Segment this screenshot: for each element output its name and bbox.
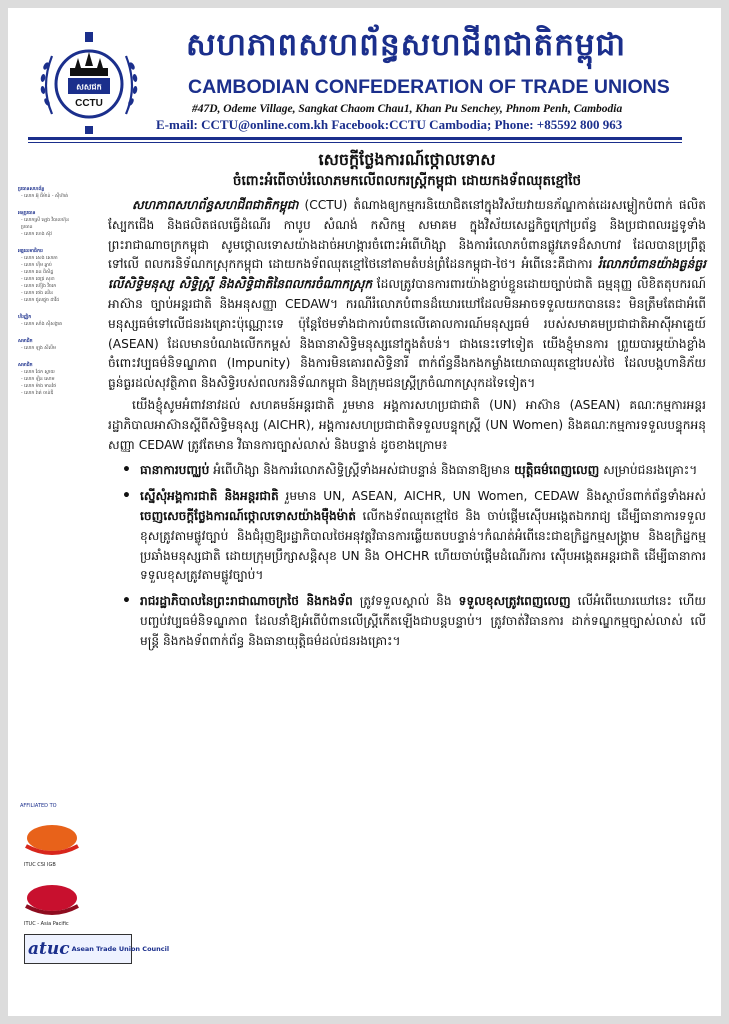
item-tail: លើកងទ័ពឈុតខ្មៅថៃ និង ចាប់ផ្តើមស៊ើបអង្កេតឯករាជ្យ ដើម្បីធានាការទទួលខុសត្រូវតាមផ្លូវច្បាប់ និងជំរុញឱ្យរដ្ឋាភិបាលថៃអនុវត្តវិធានការឆ្លើយតបបន្ទាន់។កំណត់អំពើនេះជាឧក្រិដ្ឋកម្មសង្គ្រាម និងឧក្រិដ្ឋកម្មប្រឆាំងមនុស្សជាតិ ដោយក្រុមប្រឹក្សាសន្តិសុខ UN និង OHCHR ហើយចាប់ផ្តើមដំណើរការ ស៊ើបអង្កេតអន្តរជាតិ ដើម្បីធានាការទទួលខុសត្រូវតាមផ្លូវច្បាប់។ (140, 508, 706, 583)
cctu-logo (34, 26, 144, 136)
sidebar-line: - លោក ឡិន សោម (21, 377, 55, 382)
atuc-text: Asean Trade Union Council (71, 945, 170, 953)
logo-text-en: CCTU (75, 98, 103, 109)
sidebar-line: - លោក អ៊ុ ធីម៉ាន់ - ស៊ីហ៊ាត់ (21, 194, 69, 199)
document-page (8, 8, 721, 1016)
sidebar-line: - លោក ជូលផ្ទុច ដាវីដ (21, 298, 60, 303)
item-emphasis: យុត្តិធម៌ពេញលេញ (514, 463, 600, 478)
sidebar-group-head: សមាជិក (18, 363, 33, 368)
ituc-logo-icon (22, 820, 82, 860)
sidebar-group (18, 314, 96, 328)
paragraph-intro (108, 196, 706, 394)
sidebar-line: - លោក ថេង ឈិន (21, 291, 54, 296)
sidebar-line: - លោក ហ៊ៀង វិចរក (21, 284, 57, 289)
header-rule (28, 137, 682, 140)
sidebar-group-head: សមាជិក (18, 339, 33, 344)
item-body: ត្រូវទទួលស្គាល់ និង (352, 594, 459, 609)
sidebar-group-head: អនុប្រធាន (18, 211, 36, 216)
statement-title: សេចក្តីថ្លែងការណ៍ថ្កោលទោស (318, 150, 496, 169)
intro-emphasis: រំលោភបំពានយ៉ាងធ្ងន់ធ្ងរ លើសិទ្ធិមនុស្ស សិទ្ធិស្ត្រី និងសិទ្ធិជាតិនៃពលករចំណាកស្រុក (108, 257, 706, 292)
intro-body-a: (CCTU) តំណាងឲ្យកម្មករនិយោជិតនៅក្នុងវិស័យវាយនភ័ណ្ឌកាត់ដេរសម្លៀកបំពាក់ ផលិតស្បែកជើង និងផលិតផលធ្វើដំណើរ កាបូប សំណង់ កសិកម្ម សមាគម ក្នុងវិស័យសេដ្ឋកិច្ចក្រៅប្រព័ន្ធ និងប្រជាពលរដ្ឋទូទាំងព្រះរាជាណាចក្រកម្ពុជា សូមថ្កោលទោសយ៉ាងដាច់អហង្ការចំពោះអំពើហិង្សា និងការរំលោភបំពានផ្លូវភេទដ៏សាហាវ ដែលបានប្រព្រឹត្តទៅលើ ពលករនិទ័ណកស្រុកកម្ពុជា ដោយកងទ័ពឈុតខ្មៅថៃនៅតាមតំបន់ព្រំដែនកម្ពុជា-ថៃ។ អំពើនេះគឺជាការ (108, 198, 706, 272)
sidebar-line: - លោក ហ៊ីម ឆ្វាប់ (21, 263, 52, 268)
sidebar-group-head: ប្រធានសហព័ន្ធ (18, 187, 45, 192)
ituc-label: ITUC CSI IGB (24, 862, 56, 868)
statement-subtitle: ចំពោះអំពើចាប់រំលោភមកលើពលករស្រ្តីកម្ពុជា ដោយកងទ័ពឈុតខ្មៅថៃ (232, 173, 582, 189)
item-emphasis: ទទួលខុសត្រូវពេញលេញ (458, 594, 571, 609)
sidebar-line: - លោក ដែក ស្វាយ (21, 370, 55, 375)
list-item (122, 461, 706, 481)
affiliated-label: AFFILIATED TO (20, 803, 57, 809)
list-item (122, 592, 706, 651)
atuc-logo (24, 934, 170, 964)
org-title-english: CAMBODIAN CONFEDERATION OF TRADE UNIONS (188, 76, 670, 98)
item-lead: ស្នើសុំអង្គការជាតិ និងអន្តរជាតិ (140, 489, 279, 504)
org-title-khmer: សហភាពសហព័ន្ធសហជីពជាតិកម្ពុជា (186, 27, 627, 63)
sidebar-line: - លោក សាំង ស៊ីសង្កាត (21, 322, 63, 327)
sidebar-line: ប្រធាន (21, 225, 33, 230)
ituc-asia-pacific-logo-icon (22, 880, 82, 920)
list-item (122, 487, 706, 586)
sidebar-group (18, 186, 96, 200)
paragraph-appeal: យើងខ្ញុំសូមអំពាវនាវដល់ សហគមន៍អន្តរជាតិ រួមមាន អង្គការសហប្រជាជាតិ (UN) អាស៊ាន (ASEAN) គណៈកម្មការអន្តររដ្ឋាភិបាលអាស៊ានស្តីពីសិទ្ធិមនុស្ស (AICHR), អង្គការសហប្រជាជាតិទទួលបន្ទុកស្ត្រី (UN Women) និងគណៈកម្មការទទួលបន្ទុកអនុសញ្ញា CEDAW ត្រូវតែមាន វិធានការច្បាស់លាស់ និងបន្ទាន់ ដូចខាងក្រោម៖ (108, 397, 706, 452)
sidebar-line: - លោក ឆន ពិសិដ្ឋ (21, 270, 54, 275)
sidebar-line: - លោក ពេជ្រ សុខា (21, 277, 55, 282)
org-contacts: E-mail: CCTU@online.com.kh Facebook:CCTU Cambodia; Phone: +85592 800 963 (156, 117, 623, 132)
header-rule-thin (28, 142, 682, 143)
sidebar-group-head: អគ្គលេខាធិការ (18, 249, 43, 254)
sidebar-line: - លោក ឡុង សីលឹម (21, 346, 56, 351)
item-body: អំពើហិង្សា និងការរំលោភសិទ្ធិស្ត្រីទាំងអស់ជាបន្ទាន់ និងធានាឱ្យមាន (209, 463, 515, 478)
sidebar-line: - លោក ម៉ាង មានថៃ (21, 384, 57, 389)
item-emphasis: ចេញសេចក្តីថ្លែងការណ៍ថ្កោលទោសយ៉ាងម៉ឺងម៉ាត់ (140, 508, 357, 523)
org-address: #47D, Odeme Village, Sangkat Chaom Chau1, Khan Pu Senchey, Phnom Penh, Cambodia (192, 103, 623, 115)
sidebar-group (18, 210, 96, 238)
sidebar-line: - លោក សេង សោភា (21, 256, 58, 261)
sidebar-group (18, 248, 96, 304)
item-lead: ធានាការបញ្ឈប់ (140, 463, 210, 478)
sidebar-committee-list (18, 186, 96, 407)
item-tail: លើអំពើឃោរឃៅនេះ ហើយបញ្ចប់វប្បធម៌និទណ្ឌភាព ដែលនាំឱ្យអំពើបំពានលើស្ត្រីកើតឡើងជាបន្តបន្ទាប់។ ត្រូវចាត់វិធានការ ដាក់ទណ្ឌកម្មច្បាស់លាស់ លើមន្ត្រី និងកងទ័ពពាក់ព័ន្ធ និងធានាយុត្តិធម៌ដល់ជនរងគ្រោះ។ (140, 594, 706, 648)
logo-text-km: សសជក (76, 82, 102, 92)
item-body: រួមមាន UN, ASEAN, AICHR, UN Women, CEDAW និងស្ថាប័នពាក់ព័ន្ធទាំងអស់ (278, 489, 706, 504)
item-lead: រាជរដ្ឋាភិបាលនៃព្រះរាជាណាចក្រថៃ និងកងទ័ព (140, 594, 353, 609)
item-tail: សម្រាប់ជនរងគ្រោះ។ (599, 463, 698, 478)
sidebar-group (18, 338, 96, 352)
intro-body-b: ដែលត្រូវបានការពារយ៉ាងខ្ជាប់ខ្ជួនដោយច្បាប់ជាតិ ធម្មនុញ្ញ លិខិតតុបករណ៍អាស៊ាន ច្បាប់អន្តរជាតិ និងអនុសញ្ញា CEDAW។ ករណីរំលោភបំពានដ៏ឃោរឃៅដែលមិនអាចទទួលយកបាននេះ មិនត្រឹមតែជាអំពើមនុស្សធម៌ទៅលើជនរងគ្រោះប៉ុណ្ណោះទេ ប៉ុន្តែថែមទាំងជាការបំពានលើគោលការណ៍មនុស្សធម៌ របស់សមាគមប្រជាជាតិអាស៊ីអាគ្នេយ៍ (ASEAN) ដែលមានបំណងលើកកម្ពស់ និងធានាសិទ្ធិមនុស្សនៅក្នុងតំបន់។ ជាងនេះទៅទៀត យើងខ្ញុំមានការ ព្រួយបារម្ភយ៉ាងខ្លាំង ចំពោះវប្បធម៌និទណ្ឌភាព (Impunity) និងការមិនគោរពសិទ្ធិនារី ពាក់ព័ន្ធនឹងកងកម្លាំងយោធាឈុតខ្មៅរបស់ថៃ ដែលបង្កហានិភ័យធ្ងន់ធ្ងរដល់សុវត្ថិភាព និងសិទ្ធិរបស់ពលករនិទ័ណកម្ពុជា និងក្រុមជនស្រ្តីក្រចំណាកស្រុកដទៃទៀត។ (108, 277, 706, 391)
sidebar-line: - លោកស្រី ឡេង វិបាលហ៊ុន (21, 218, 70, 223)
sidebar-line: - លោក រ៉ាត់ ចាន់ឌី (21, 391, 54, 396)
sidebar-group (18, 362, 96, 397)
sidebar-group-head: ហិរញ្ញិក (18, 315, 32, 320)
intro-lead: សហភាពសហព័ន្ធសហជីពជាតិកម្ពុជា (132, 198, 299, 212)
sidebar-line: - លោក ហេង ស៊ុវ (21, 232, 52, 237)
atuc-mark: atuc (28, 939, 70, 959)
ituc-asia-pacific-label: ITUC - Asia Pacific (24, 921, 69, 927)
statement-body (108, 150, 706, 658)
demands-list (108, 461, 706, 651)
